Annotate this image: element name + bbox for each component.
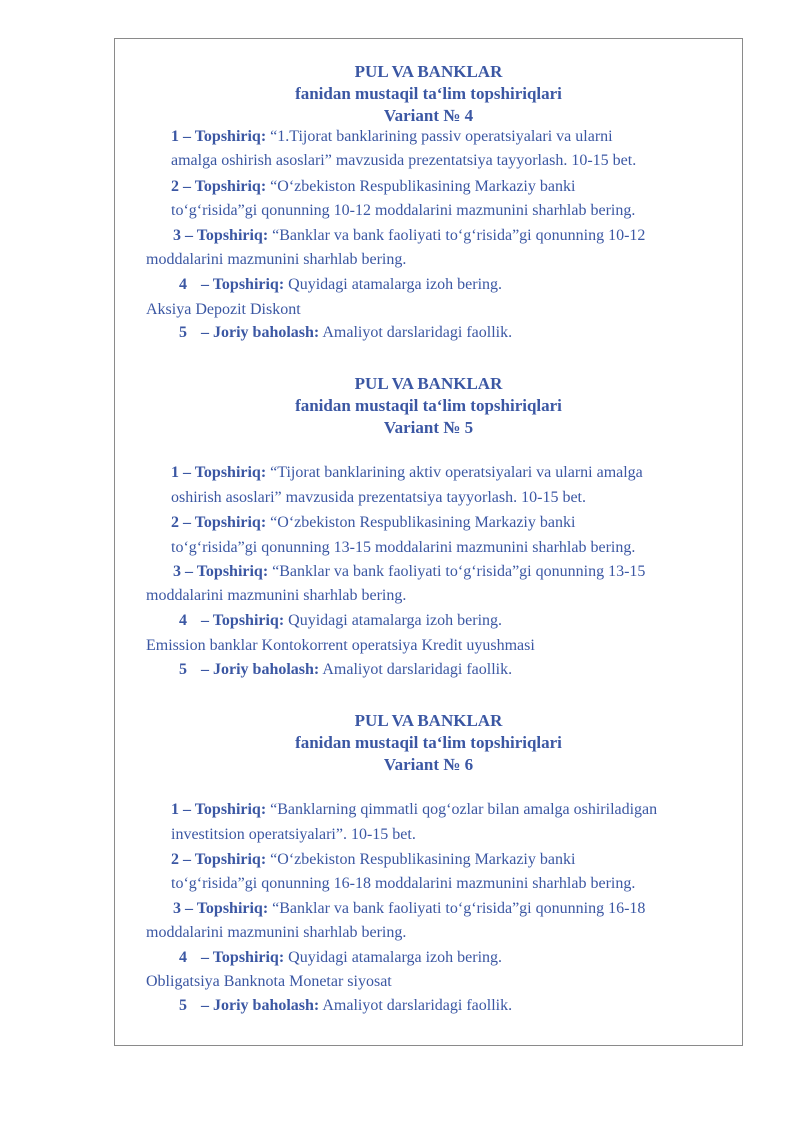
task-3-line-1 <box>173 562 645 582</box>
task-2-line-1 <box>171 177 575 197</box>
task-4-line <box>179 275 502 295</box>
course-subtitle: fanidan mustaqil ta‘lim topshiriqlari <box>295 84 562 103</box>
task-label: 1 – Topshiriq: <box>171 801 267 818</box>
task-2-line-2: to‘g‘risida”gi qonunning 16-18 moddalarini mazmunini sharhlab bering. <box>171 875 636 892</box>
task-text: Quyidagi atamalarga izoh bering. <box>284 612 503 629</box>
task-number: 4 <box>179 612 187 629</box>
task-1-line-1 <box>171 800 657 820</box>
task-3-line-2: moddalarini mazmunini sharhlab bering. <box>146 251 407 268</box>
task-text: Amaliyot darslaridagi faollik. <box>319 324 513 341</box>
terms-list: Aksiya Depozit Diskont <box>146 301 301 318</box>
task-label: 3 – Topshiriq: <box>173 900 269 917</box>
task-5-line <box>179 323 512 343</box>
task-text: Quyidagi atamalarga izoh bering. <box>284 949 503 966</box>
task-2-line-2: to‘g‘risida”gi qonunning 13-15 moddalarini mazmunini sharhlab bering. <box>171 539 636 556</box>
task-number: 5 <box>179 997 187 1014</box>
task-2-line-2: to‘g‘risida”gi qonunning 10-12 moddalarini mazmunini sharhlab bering. <box>171 202 636 219</box>
task-label: – Topshiriq: <box>201 612 285 629</box>
variant-number: Variant № 6 <box>383 755 474 774</box>
variant-block-4 <box>115 61 742 341</box>
task-2-line-1 <box>171 850 575 870</box>
task-5-line <box>179 996 512 1016</box>
task-1-line-1 <box>171 463 643 483</box>
course-title: PUL VA BANKLAR <box>354 711 503 730</box>
task-label: 3 – Topshiriq: <box>173 227 269 244</box>
document-frame <box>114 38 743 1046</box>
task-4-line <box>179 611 502 631</box>
task-label: – Joriy baholash: <box>201 324 320 341</box>
task-3-line-1 <box>173 899 645 919</box>
task-number: 5 <box>179 661 187 678</box>
terms-list: Obligatsiya Banknota Monetar siyosat <box>146 973 392 990</box>
task-text: “O‘zbekiston Respublikasining Markaziy banki <box>266 178 576 195</box>
course-subtitle: fanidan mustaqil ta‘lim topshiriqlari <box>295 396 562 415</box>
task-label: 2 – Topshiriq: <box>171 178 267 195</box>
task-label: – Joriy baholash: <box>201 997 320 1014</box>
task-label: – Topshiriq: <box>201 949 285 966</box>
task-5-line <box>179 660 512 680</box>
variant-number: Variant № 5 <box>383 418 474 437</box>
task-label: 3 – Topshiriq: <box>173 563 269 580</box>
task-1-line-2: oshirish asoslari” mavzusida prezentatsiya tayyorlash. 10-15 bet. <box>171 489 586 506</box>
task-text: “Banklar va bank faoliyati to‘g‘risida”gi qonunning 13-15 <box>268 563 646 580</box>
task-3-line-2: moddalarini mazmunini sharhlab bering. <box>146 924 407 941</box>
task-text: “O‘zbekiston Respublikasining Markaziy banki <box>266 514 576 531</box>
task-label: 1 – Topshiriq: <box>171 464 267 481</box>
task-2-line-1 <box>171 513 575 533</box>
task-3-line-1 <box>173 226 645 246</box>
task-number: 4 <box>179 949 187 966</box>
task-text: “Banklarning qimmatli qog‘ozlar bilan amalga oshiriladigan <box>266 801 658 818</box>
task-label: 2 – Topshiriq: <box>171 514 267 531</box>
course-subtitle: fanidan mustaqil ta‘lim topshiriqlari <box>295 733 562 752</box>
task-1-line-2: investitsion operatsiyalari”. 10-15 bet. <box>171 826 416 843</box>
task-3-line-2: moddalarini mazmunini sharhlab bering. <box>146 587 407 604</box>
task-text: “Tijorat banklarining aktiv operatsiyalari va ularni amalga <box>266 464 643 481</box>
variant-number: Variant № 4 <box>383 106 474 125</box>
task-label: 1 – Topshiriq: <box>171 128 267 145</box>
task-text: “1.Tijorat banklarining passiv operatsiyalari va ularni <box>266 128 613 145</box>
task-number: 4 <box>179 276 187 293</box>
task-text: “O‘zbekiston Respublikasining Markaziy banki <box>266 851 576 868</box>
course-title: PUL VA BANKLAR <box>354 62 503 81</box>
task-4-line <box>179 948 502 968</box>
task-label: – Joriy baholash: <box>201 661 320 678</box>
task-label: 2 – Topshiriq: <box>171 851 267 868</box>
task-text: Amaliyot darslaridagi faollik. <box>319 661 513 678</box>
task-text: Quyidagi atamalarga izoh bering. <box>284 276 503 293</box>
task-text: “Banklar va bank faoliyati to‘g‘risida”gi qonunning 16-18 <box>268 900 646 917</box>
task-text: Amaliyot darslaridagi faollik. <box>319 997 513 1014</box>
task-text: “Banklar va bank faoliyati to‘g‘risida”gi qonunning 10-12 <box>268 227 646 244</box>
variant-block-5 <box>115 373 742 678</box>
terms-list: Emission banklar Kontokorrent operatsiya Kredit uyushmasi <box>146 637 535 654</box>
task-number: 5 <box>179 324 187 341</box>
task-1-line-2: amalga oshirish asoslari” mavzusida prezentatsiya tayyorlash. 10-15 bet. <box>171 152 637 169</box>
task-1-line-1 <box>171 127 613 147</box>
task-label: – Topshiriq: <box>201 276 285 293</box>
course-title: PUL VA BANKLAR <box>354 374 503 393</box>
variant-block-6 <box>115 710 742 1014</box>
